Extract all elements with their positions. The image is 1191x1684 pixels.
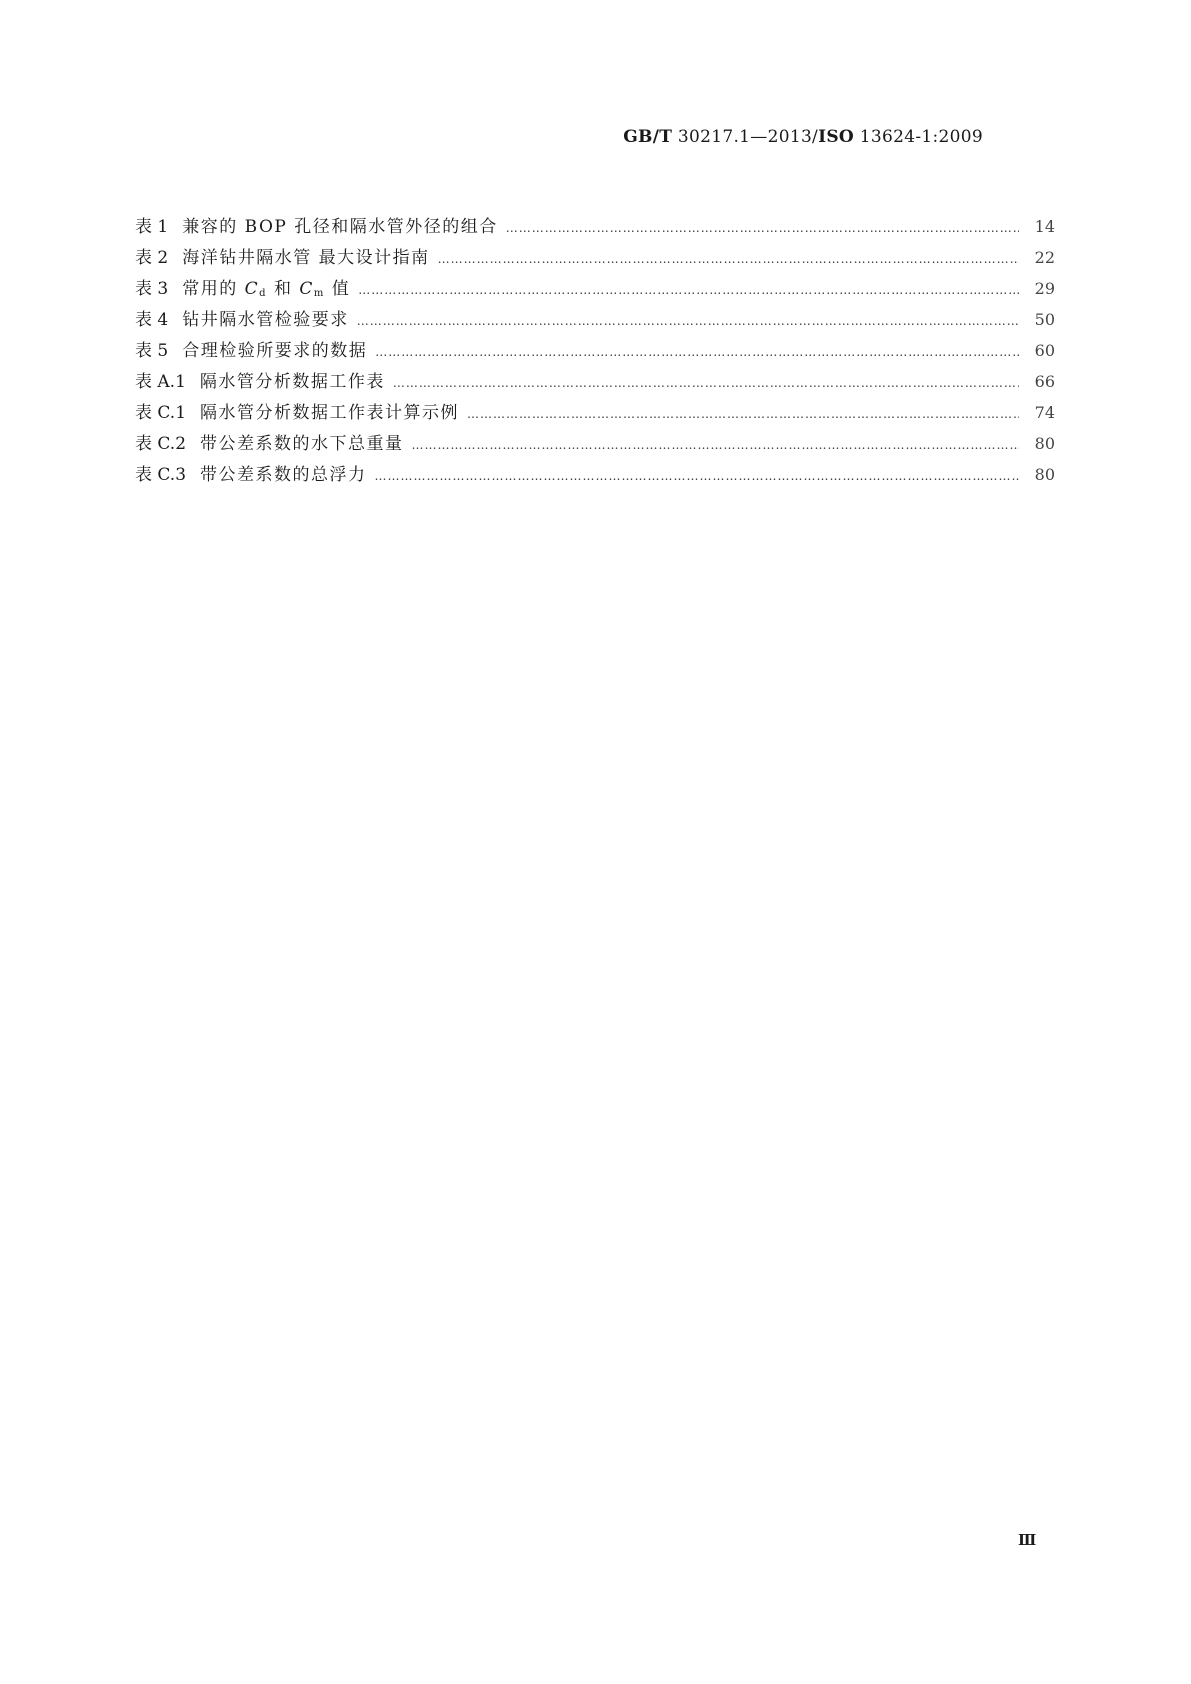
toc-entry[interactable] [135,212,1055,243]
toc-entry[interactable] [135,460,1055,491]
toc-entry-page: 60 [1034,341,1055,360]
subscript-m: m [313,288,325,299]
toc-entry-page: 66 [1034,372,1055,391]
toc-entry[interactable] [135,429,1055,460]
toc-entry-number: 表 C.3 [135,465,187,485]
toc-entry-number: 表 A.1 [135,372,186,392]
toc-entry-title: 兼容的 BOP 孔径和隔水管外径的组合 [182,217,498,237]
leader-dots [438,252,1019,266]
toc-entry-page: 29 [1034,279,1055,298]
toc-entry-page: 50 [1034,310,1055,329]
toc-entry-page: 14 [1034,217,1055,236]
toc-entry[interactable] [135,274,1055,305]
toc-entry[interactable] [135,398,1055,429]
toc-entry-title: 海洋钻井隔水管 最大设计指南 [182,248,430,268]
toc-entry[interactable] [135,305,1055,336]
toc-entry-number: 表 4 [135,310,169,330]
toc-entry-title [182,274,350,299]
leader-dots [393,376,1019,390]
toc-entry-number: 表 1 [135,217,169,237]
toc-entry-page: 74 [1034,403,1055,422]
toc-entry-title: 钻井隔水管检验要求 [182,310,349,330]
toc-entry-title: 带公差系数的总浮力 [200,465,367,485]
toc-entry-title: 隔水管分析数据工作表计算示例 [200,403,460,423]
toc-entry-title: 隔水管分析数据工作表 [199,372,385,392]
symbol-c: C [244,279,260,299]
iso-prefix: ISO [818,127,855,147]
toc-entry-title: 带公差系数的水下总重量 [200,434,404,454]
toc-entry-number: 表 5 [135,341,169,361]
toc-entry-page: 80 [1034,465,1055,484]
leader-dots [506,221,1019,235]
document-header [623,127,983,147]
toc-entry-number: 表 C.2 [135,434,187,454]
title-text: 和 [273,279,293,299]
title-text: 常用的 [182,279,238,299]
leader-dots [375,469,1019,483]
toc-entry[interactable] [135,367,1055,398]
toc-entry[interactable] [135,243,1055,274]
leader-dots [375,345,1019,359]
table-of-tables [135,212,1055,491]
subscript-d: d [259,288,268,299]
iso-number: 13624-1:2009 [859,127,983,147]
leader-dots [467,407,1019,421]
standard-number: 30217.1—2013/ [677,127,819,147]
toc-entry-page: 22 [1034,248,1055,267]
symbol-c: C [299,279,314,299]
standard-prefix: GB/T [623,127,673,147]
toc-entry-number: 表 3 [135,279,169,299]
leader-dots [412,438,1019,452]
page-number: Ⅲ [1018,1531,1037,1549]
title-text: 值 [331,279,351,299]
toc-entry-number: 表 2 [135,248,169,268]
toc-entry-page: 80 [1034,434,1055,453]
leader-dots [358,283,1019,297]
toc-entry-title: 合理检验所要求的数据 [182,341,368,361]
toc-entry-number: 表 C.1 [135,403,187,423]
leader-dots [357,314,1019,328]
toc-entry[interactable] [135,336,1055,367]
